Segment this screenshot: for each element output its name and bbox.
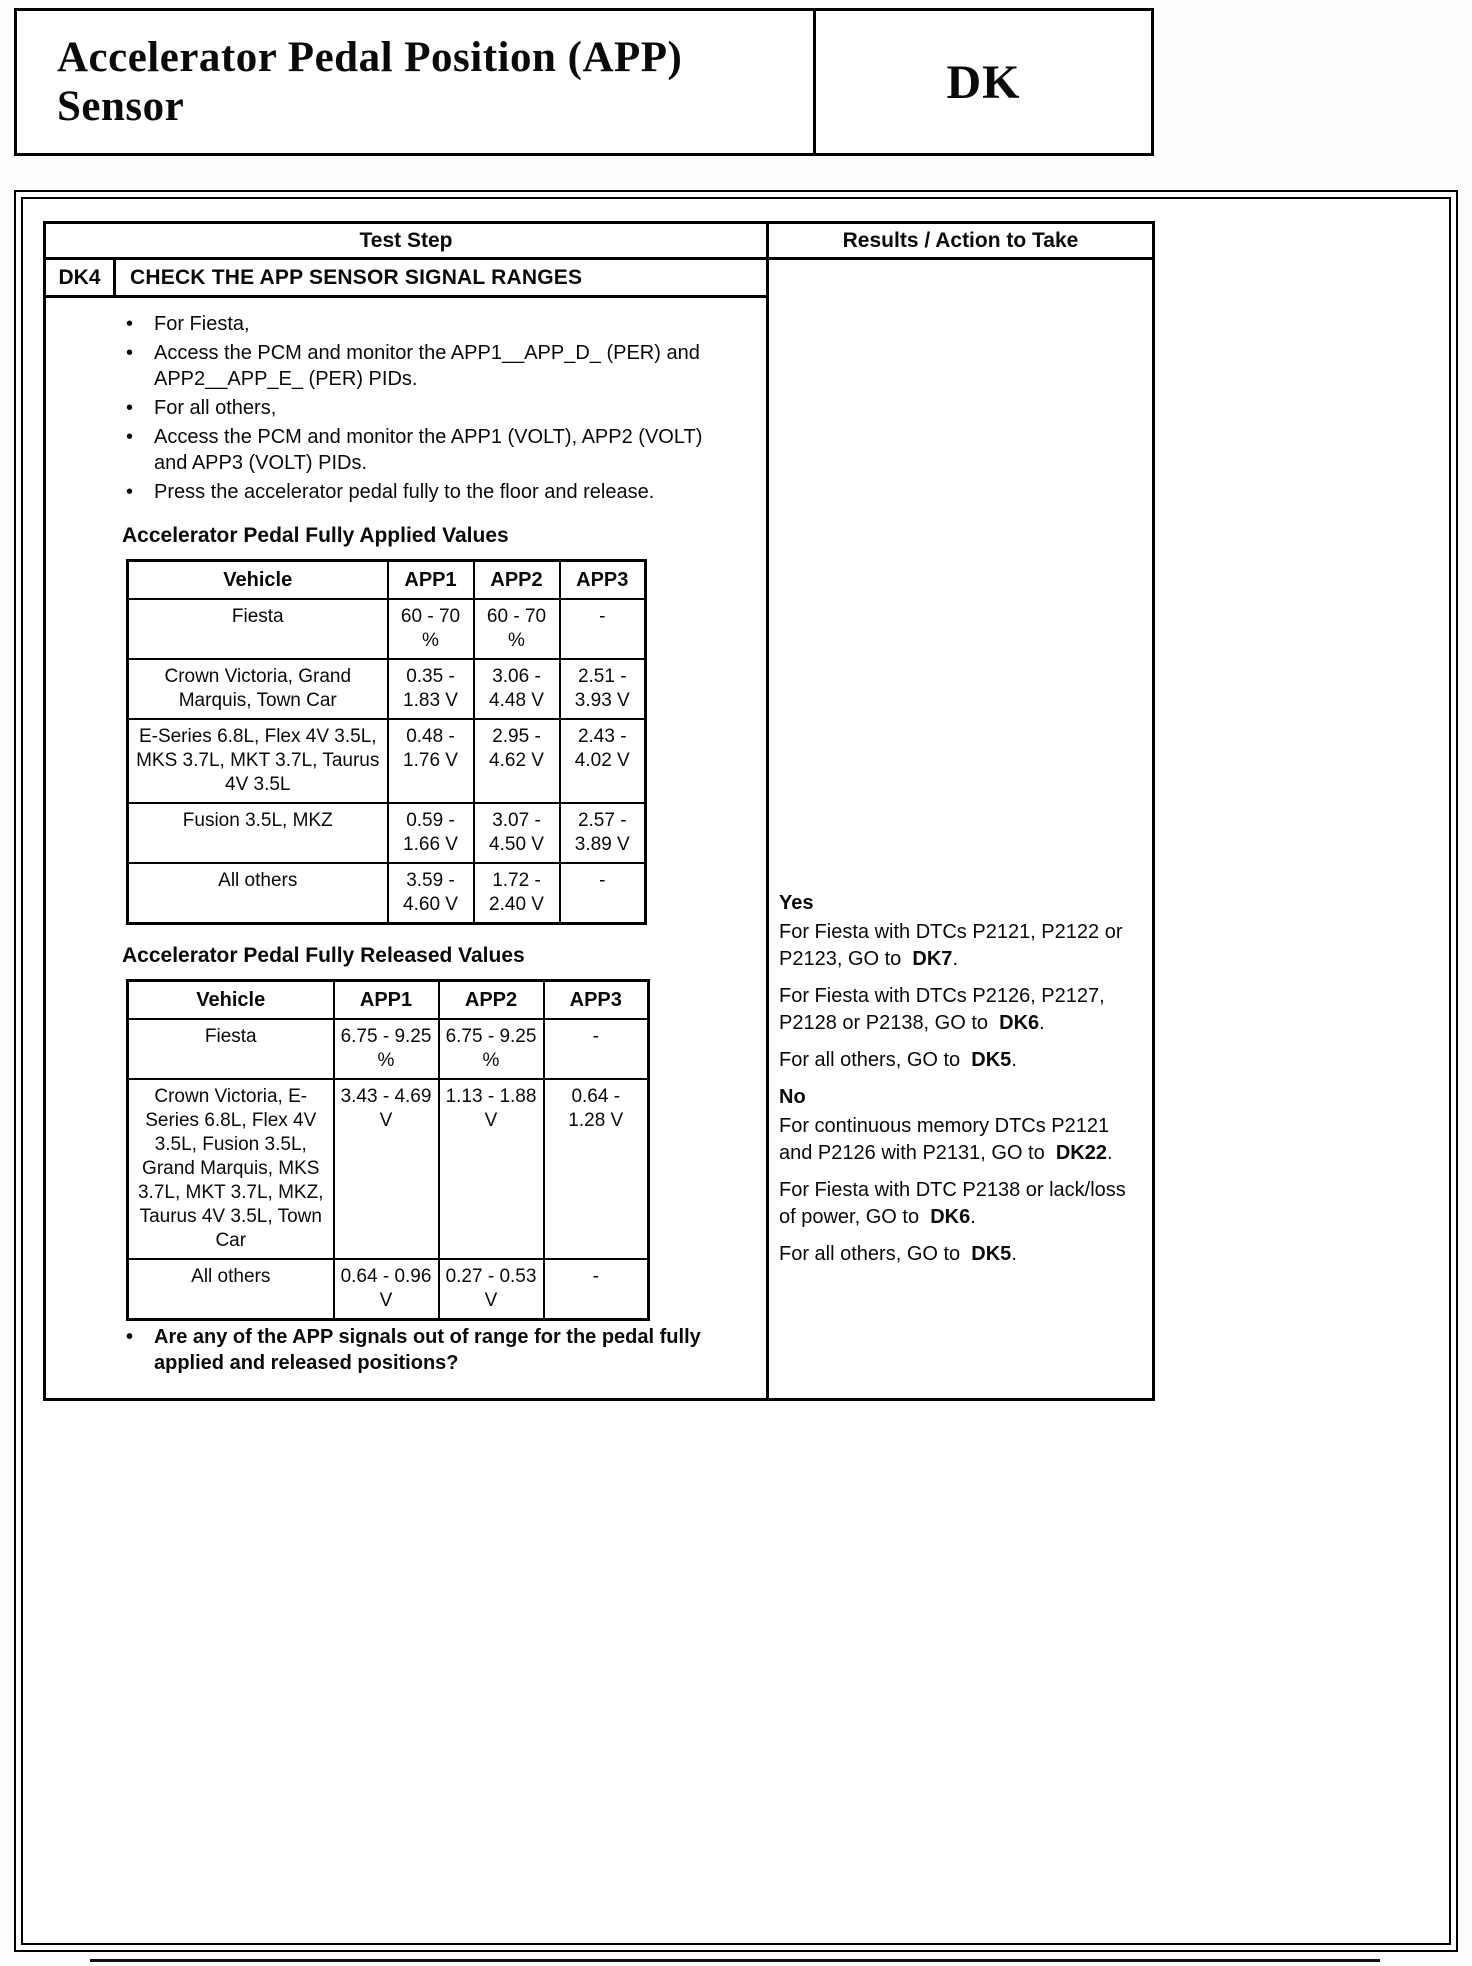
goto-step-ref: DK5: [971, 1243, 1012, 1265]
value-cell: 0.27 - 0.53 V: [439, 1259, 544, 1320]
instruction-item: • For Fiesta,: [46, 311, 750, 337]
pinpoint-test-code: DK: [813, 11, 1151, 153]
goto-step-ref: DK5: [971, 1049, 1012, 1071]
step-body: [46, 298, 766, 1398]
released-values-table: [126, 979, 650, 1321]
value-cell: -: [544, 1259, 649, 1320]
step-header-row: [46, 260, 766, 298]
value-cell: 0.35 - 1.83 V: [388, 659, 474, 719]
value-cell: 0.59 - 1.66 V: [388, 803, 474, 863]
yes-label: Yes: [779, 892, 814, 914]
instruction-item: • Access the PCM and monitor the APP1__APP_D_ (PER) and APP2__APP_E_ (PER) PIDs.: [46, 340, 750, 392]
value-cell: 60 - 70 %: [474, 599, 560, 659]
released-values-title: Accelerator Pedal Fully Released Values: [122, 944, 525, 967]
action-item: [779, 1113, 1136, 1167]
value-cell: 3.07 - 4.50 V: [474, 803, 560, 863]
test-step-column-header: Test Step: [46, 224, 766, 260]
vehicle-cell: Fiesta: [128, 1019, 334, 1079]
action-text: .: [970, 1206, 976, 1228]
step-id: DK4: [46, 260, 116, 295]
test-step-column: [46, 224, 769, 1398]
results-column: [769, 224, 1152, 1398]
vehicle-cell: All others: [128, 1259, 334, 1320]
vehicle-cell: Crown Victoria, E-Series 6.8L, Flex 4V 3.5L, Fusion 3.5L, Grand Marquis, MKS 3.7L, MKT 3.7L, MKZ, Taurus 4V 3.5L, Town Car: [128, 1079, 334, 1259]
action-text: .: [952, 948, 958, 970]
question-list: [46, 1324, 750, 1376]
vehicle-cell: Fiesta: [128, 599, 388, 659]
action-item: [779, 1177, 1136, 1231]
table-header-row: [128, 561, 646, 600]
vehicle-cell: Crown Victoria, Grand Marquis, Town Car: [128, 659, 388, 719]
value-cell: -: [560, 863, 646, 924]
value-cell: 1.72 - 2.40 V: [474, 863, 560, 924]
vehicle-cell: Fusion 3.5L, MKZ: [128, 803, 388, 863]
col-header-app2: APP2: [474, 561, 560, 600]
page-title: Accelerator Pedal Position (APP) Sensor: [57, 34, 683, 130]
table-row: [128, 719, 646, 803]
value-cell: 0.48 - 1.76 V: [388, 719, 474, 803]
value-cell: -: [544, 1019, 649, 1079]
col-header-app1: APP1: [388, 561, 474, 600]
pinpoint-test-table: [43, 221, 1155, 1401]
value-cell: 6.75 - 9.25 %: [334, 1019, 439, 1079]
vehicle-cell: E-Series 6.8L, Flex 4V 3.5L, MKS 3.7L, MKT 3.7L, Taurus 4V 3.5L: [128, 719, 388, 803]
step-question: • Are any of the APP signals out of range for the pedal fully applied and released positions?: [46, 1324, 750, 1376]
col-header-app3: APP3: [544, 981, 649, 1020]
action-text: For all others, GO to: [779, 1243, 961, 1265]
value-cell: 2.95 - 4.62 V: [474, 719, 560, 803]
applied-values-title: Accelerator Pedal Fully Applied Values: [122, 524, 509, 547]
table-row: [128, 863, 646, 924]
action-text: .: [1107, 1142, 1113, 1164]
goto-step-ref: DK6: [999, 1012, 1040, 1034]
value-cell: 0.64 - 0.96 V: [334, 1259, 439, 1320]
results-column-header: Results / Action to Take: [769, 224, 1152, 260]
instruction-item: • For all others,: [46, 395, 750, 421]
table-row: [128, 1019, 649, 1079]
col-header-app2: APP2: [439, 981, 544, 1020]
goto-step-ref: DK6: [930, 1206, 971, 1228]
goto-step-ref: DK22: [1055, 1142, 1107, 1164]
action-text: For all others, GO to: [779, 1049, 961, 1071]
results-body: [769, 260, 1152, 1288]
value-cell: 2.43 - 4.02 V: [560, 719, 646, 803]
action-text: For Fiesta with DTCs P2126, P2127, P2128 or P2138, GO to: [779, 985, 1105, 1034]
table-row: [128, 803, 646, 863]
value-cell: 6.75 - 9.25 %: [439, 1019, 544, 1079]
col-header-app3: APP3: [560, 561, 646, 600]
table-row: [128, 1079, 649, 1259]
action-text: .: [1011, 1243, 1017, 1265]
yes-result-block: [779, 890, 1136, 1074]
action-item: [779, 1047, 1136, 1074]
value-cell: 0.64 - 1.28 V: [544, 1079, 649, 1259]
instruction-list: [46, 311, 750, 505]
action-text: .: [1039, 1012, 1045, 1034]
applied-values-table: [126, 559, 647, 925]
value-cell: 3.43 - 4.69 V: [334, 1079, 439, 1259]
table-row: [128, 659, 646, 719]
scan-artifact-line: [90, 1959, 1380, 1962]
col-header-app1: APP1: [334, 981, 439, 1020]
value-cell: 1.13 - 1.88 V: [439, 1079, 544, 1259]
instruction-item: • Press the accelerator pedal fully to the floor and release.: [46, 479, 750, 505]
action-text: For continuous memory DTCs P2121 and P2126 with P2131, GO to: [779, 1115, 1110, 1164]
no-result-block: [779, 1084, 1136, 1268]
col-header-vehicle: Vehicle: [128, 561, 388, 600]
action-item: [779, 983, 1136, 1037]
pinpoint-test-inner-box: [21, 197, 1451, 1945]
table-row: [128, 599, 646, 659]
document-header: [14, 8, 1154, 156]
action-text: For Fiesta with DTCs P2121, P2122 or P2123, GO to: [779, 921, 1123, 970]
value-cell: 3.06 - 4.48 V: [474, 659, 560, 719]
value-cell: 3.59 - 4.60 V: [388, 863, 474, 924]
action-item: [779, 1241, 1136, 1268]
table-header-row: [128, 981, 649, 1020]
value-cell: -: [560, 599, 646, 659]
goto-step-ref: DK7: [912, 948, 953, 970]
value-cell: 60 - 70 %: [388, 599, 474, 659]
no-label: No: [779, 1086, 806, 1108]
vehicle-cell: All others: [128, 863, 388, 924]
action-text: .: [1011, 1049, 1017, 1071]
step-title: CHECK THE APP SENSOR SIGNAL RANGES: [130, 266, 583, 289]
instruction-item: • Access the PCM and monitor the APP1 (VOLT), APP2 (VOLT) and APP3 (VOLT) PIDs.: [46, 424, 750, 476]
value-cell: 2.57 - 3.89 V: [560, 803, 646, 863]
pinpoint-test-box: [14, 190, 1458, 1952]
table-row: [128, 1259, 649, 1320]
action-text: For Fiesta with DTC P2138 or lack/loss of power, GO to: [779, 1179, 1126, 1228]
col-header-vehicle: Vehicle: [128, 981, 334, 1020]
action-item: [779, 919, 1136, 973]
value-cell: 2.51 - 3.93 V: [560, 659, 646, 719]
